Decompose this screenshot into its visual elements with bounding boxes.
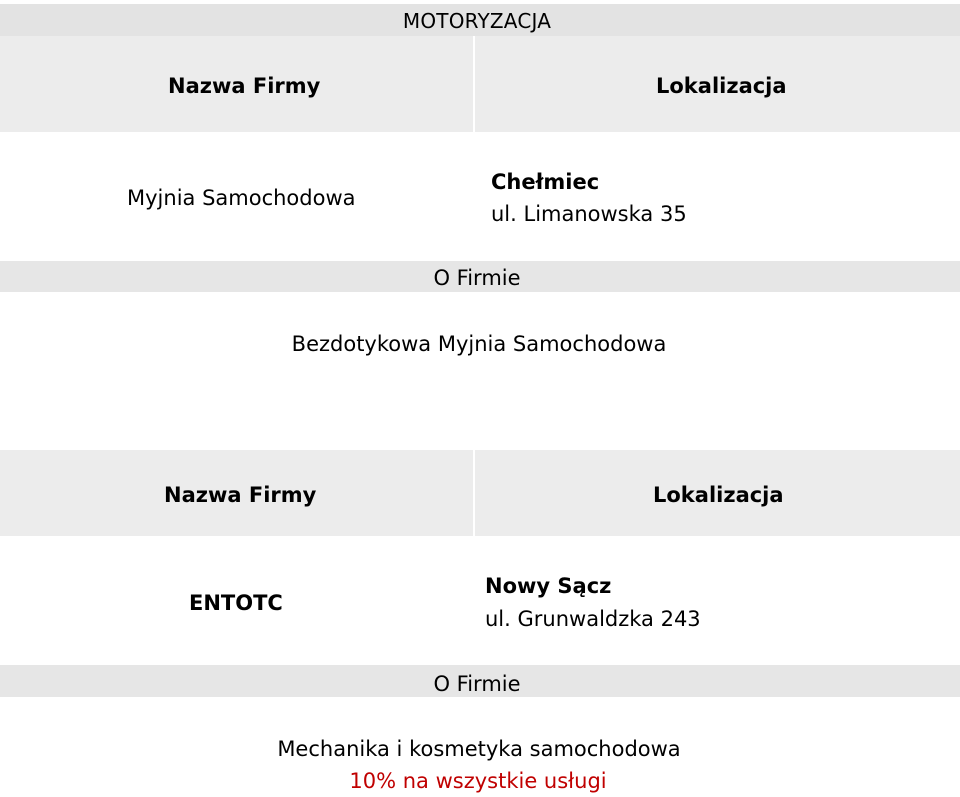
company-header-band — [0, 36, 960, 132]
company-street: ul. Limanowska 35 — [491, 202, 687, 226]
header-name-label: Nazwa Firmy — [164, 483, 317, 507]
company-header-band — [0, 450, 960, 536]
about-label: O Firmie — [433, 266, 521, 290]
company-city: Nowy Sącz — [485, 574, 612, 598]
company-name: ENTOTC — [189, 591, 283, 615]
about-text: Mechanika i kosmetyka samochodowa — [277, 737, 681, 761]
header-location-label: Lokalizacja — [653, 483, 784, 507]
company-city: Chełmiec — [491, 170, 600, 194]
header-location-label: Lokalizacja — [656, 74, 787, 98]
about-text: Bezdotykowa Myjnia Samochodowa — [291, 332, 667, 356]
company-street: ul. Grunwaldzka 243 — [485, 607, 701, 631]
header-name-label: Nazwa Firmy — [168, 74, 321, 98]
header-divider — [473, 36, 475, 132]
about-label: O Firmie — [433, 672, 521, 696]
header-divider — [473, 450, 475, 536]
promo-text: 10% na wszystkie usługi — [349, 769, 607, 793]
company-name: Myjnia Samochodowa — [127, 186, 356, 210]
section-title: MOTORYZACJA — [402, 9, 552, 33]
